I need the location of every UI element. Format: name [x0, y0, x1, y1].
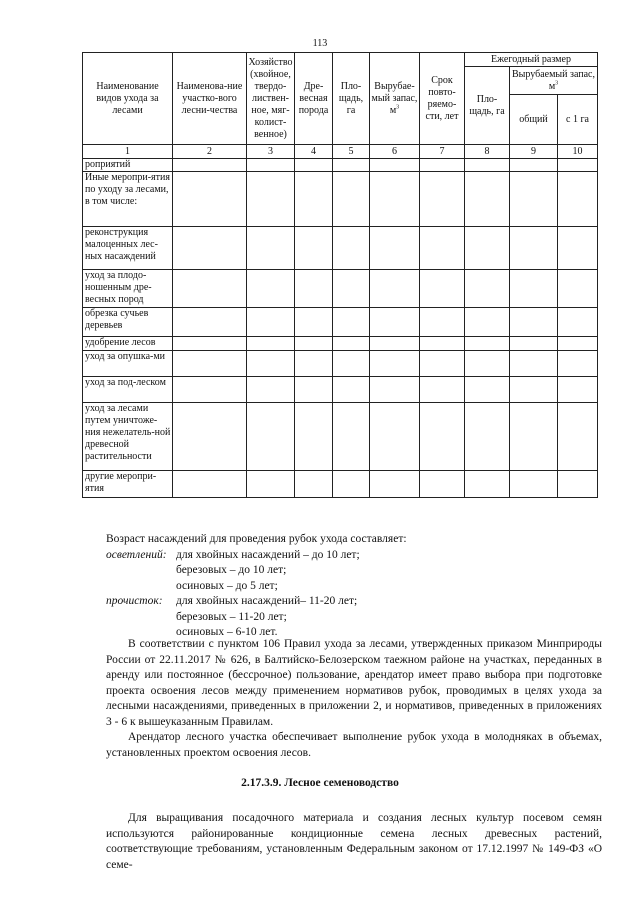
header-annual-volume — [510, 67, 598, 95]
column-number: 2 — [173, 145, 247, 159]
header-volume-sup: 3 — [396, 104, 400, 111]
header-area: Пло-щадь, га — [333, 53, 370, 145]
column-number: 5 — [333, 145, 370, 159]
header-species: Дре-весная порода — [295, 53, 333, 145]
row-label: реконструкция малоценных лес-ных насаждений — [83, 227, 173, 270]
osvetleniy-line: для хвойных насаждений – до 10 лет; — [176, 548, 360, 561]
row-label: уход за плодо-ношенным дре-весных пород — [83, 270, 173, 308]
age-section — [106, 532, 576, 641]
table-row — [83, 337, 598, 351]
prochistok-line: осиновых – 6-10 лет. — [176, 626, 278, 638]
section-heading: 2.17.3.9. Лесное семеноводство — [241, 777, 399, 789]
osvetleniy-line: березовых – до 10 лет; — [176, 564, 287, 576]
header-annual-volume-text: Вырубаемый запас, м — [512, 68, 595, 92]
row-label: уход за лесами путем уничтоже-ния нежелатель-ной древесной растительности — [83, 403, 173, 471]
row-label: другие меропри-ятия — [83, 471, 173, 498]
table-row — [83, 471, 598, 498]
prochistok-line: березовых – 11-20 лет; — [176, 610, 287, 623]
prochistok-line: для хвойных насаждений– 11-20 лет; — [176, 595, 358, 607]
table-row — [83, 308, 598, 337]
column-number: 8 — [465, 145, 510, 159]
column-number: 3 — [247, 145, 295, 159]
table-row — [83, 172, 598, 227]
table-row — [83, 377, 598, 403]
forest-care-table — [82, 52, 598, 498]
table-row — [83, 227, 598, 270]
header-annual-area: Пло-щадь, га — [465, 67, 510, 145]
table-row — [83, 351, 598, 377]
row-label: удобрение лесов — [83, 337, 173, 351]
header-economy: Хозяйство (хвойное, твердо-листвен-ное, мяг-колист-венное) — [247, 53, 295, 145]
page-number: 113 — [312, 38, 328, 49]
header-annual-volume-sup: 3 — [555, 80, 559, 87]
header-annual-per-ha: с 1 га — [558, 95, 598, 145]
osvetleniy-label: осветлений: — [106, 548, 167, 561]
table-row — [83, 159, 598, 172]
header-care-type: Наименование видов ухода за лесами — [83, 53, 173, 145]
paragraph-seeds: Для выращивания посадочного материала и создания лесных культур посевом семян используются районированные кондиционные семена лесных древесных растений, соответствующие требованиям, установленным Федеральным законом от 17.12.1997 № 149-ФЗ «О семе- — [106, 812, 602, 871]
column-number: 9 — [510, 145, 558, 159]
column-number: 1 — [83, 145, 173, 159]
row-label: роприятий — [83, 159, 173, 172]
column-number: 7 — [420, 145, 465, 159]
prochistok-label: прочисток: — [106, 595, 163, 607]
header-repeat-period: Срок повто-ряемо-сти, лет — [420, 53, 465, 145]
header-annual: Ежегодный размер — [465, 53, 598, 67]
row-label: уход за опушка-ми — [83, 351, 173, 377]
header-volume-text: Вырубае-мый запас, м — [371, 80, 418, 116]
seed-paragraph-block — [106, 811, 602, 873]
osvetleniy-line: осиновых – до 5 лет; — [176, 579, 278, 592]
header-annual-total: общий — [510, 95, 558, 145]
rules-paragraphs — [106, 637, 602, 761]
column-number: 10 — [558, 145, 598, 159]
row-label: обрезка сучьев деревьев — [83, 308, 173, 337]
column-number: 6 — [370, 145, 420, 159]
row-label: уход за под-леском — [83, 377, 173, 403]
header-volume — [370, 53, 420, 145]
table-row — [83, 403, 598, 471]
age-intro: Возраст насаждений для проведения рубок ухода составляет: — [106, 533, 407, 545]
paragraph-rules: В соответствии с пунктом 106 Правил ухода за лесами, утвержденных приказом Минприроды России от 22.11.2017 № 626, в Балтийско-Белозерском таежном районе на участках, переданных в аренду или постоянное (бессрочное) пользование, арендатор имеет право выбора при подготовке проекта освоения лесов между применением нормативов рубок, проводимых в целях ухода за лесными насаждениями, приведенных в приложении 2, и нормативов, приведенных в приложениях 3 - 6 к вышеуказанным Правилам. — [106, 638, 602, 728]
header-forestry: Наименова-ние участко-вого лесни-чества — [173, 53, 247, 145]
column-number: 4 — [295, 145, 333, 159]
table-row — [83, 270, 598, 308]
paragraph-tenant: Арендатор лесного участка обеспечивает выполнение рубок ухода в молодняках в объемах, установленных проектом освоения лесов. — [106, 731, 602, 759]
row-label: Иные меропри-ятия по уходу за лесами, в том числе: — [83, 172, 173, 227]
